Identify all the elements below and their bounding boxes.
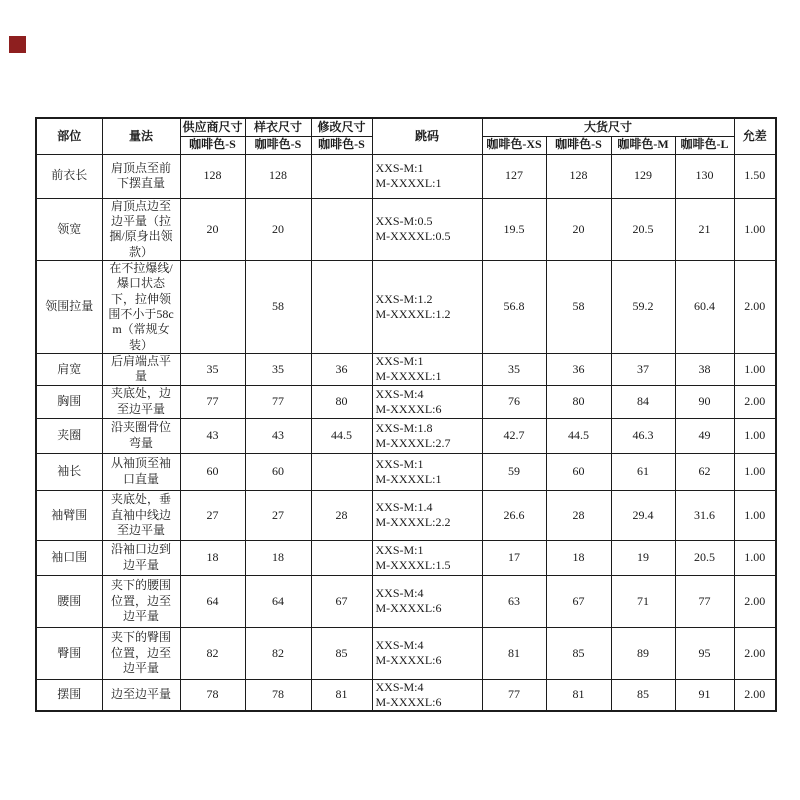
modified-size-cell: 28 (311, 490, 372, 540)
bulk-xs-cell: 127 (482, 154, 546, 198)
table-row (36, 627, 776, 679)
header-supplier-size: 供应商尺寸 (180, 118, 245, 136)
table-row (36, 154, 776, 198)
tolerance-cell: 1.00 (734, 418, 776, 453)
sample-size-cell: 27 (245, 490, 311, 540)
sample-size-cell: 60 (245, 453, 311, 490)
sample-size-cell: 43 (245, 418, 311, 453)
bulk-xs-cell: 63 (482, 575, 546, 627)
grading-line-2: M-XXXXL:1.5 (375, 557, 451, 572)
grading-cell (372, 453, 482, 490)
grading-line-2: M-XXXXL:0.5 (375, 229, 451, 244)
tolerance-cell: 1.00 (734, 354, 776, 386)
part-cell: 前衣长 (36, 154, 102, 198)
bulk-l-cell: 130 (675, 154, 734, 198)
tolerance-cell: 2.00 (734, 385, 776, 418)
part-cell: 领宽 (36, 198, 102, 260)
header-bulk-l: 咖啡色-L (675, 136, 734, 154)
method-cell: 夹下的腰围位置，边至边平量 (102, 575, 180, 627)
bulk-xs-cell: 35 (482, 354, 546, 386)
grading-line-1: XXS-M:4 (375, 386, 424, 401)
supplier-size-cell: 78 (180, 679, 245, 711)
supplier-size-cell: 64 (180, 575, 245, 627)
grading-line-2: M-XXXXL:1 (375, 471, 442, 486)
bulk-xs-cell: 76 (482, 385, 546, 418)
bulk-l-cell: 91 (675, 679, 734, 711)
supplier-size-cell: 60 (180, 453, 245, 490)
grading-line-1: XXS-M:0.5 (375, 214, 433, 229)
supplier-size-cell (180, 260, 245, 353)
method-cell: 夹底处，边至边平量 (102, 385, 180, 418)
bulk-m-cell: 46.3 (611, 418, 675, 453)
grading-cell (372, 385, 482, 418)
modified-size-cell: 36 (311, 354, 372, 386)
bulk-s-cell: 85 (546, 627, 611, 679)
grading-cell (372, 418, 482, 453)
bulk-xs-cell: 19.5 (482, 198, 546, 260)
grading-line-1: XXS-M:4 (375, 679, 424, 694)
table-header (36, 118, 776, 154)
modified-size-cell (311, 453, 372, 490)
grading-cell (372, 354, 482, 386)
grading-cell (372, 260, 482, 353)
header-tolerance: 允差 (734, 118, 776, 154)
bulk-s-cell: 128 (546, 154, 611, 198)
bulk-s-cell: 60 (546, 453, 611, 490)
header-bulk-xs: 咖啡色-XS (482, 136, 546, 154)
bulk-s-cell: 18 (546, 540, 611, 575)
supplier-size-cell: 77 (180, 385, 245, 418)
grading-cell (372, 198, 482, 260)
bulk-s-cell: 44.5 (546, 418, 611, 453)
grading-cell (372, 627, 482, 679)
table-body (36, 154, 776, 711)
supplier-size-cell: 128 (180, 154, 245, 198)
modified-size-cell (311, 154, 372, 198)
table-row (36, 260, 776, 353)
bulk-m-cell: 19 (611, 540, 675, 575)
bulk-s-cell: 67 (546, 575, 611, 627)
size-spec-table (35, 117, 777, 712)
modified-size-cell: 44.5 (311, 418, 372, 453)
bulk-l-cell: 90 (675, 385, 734, 418)
table-row (36, 540, 776, 575)
bulk-m-cell: 89 (611, 627, 675, 679)
supplier-size-cell: 43 (180, 418, 245, 453)
header-sample-color: 咖啡色-S (245, 136, 311, 154)
table-row (36, 418, 776, 453)
sample-size-cell: 78 (245, 679, 311, 711)
bulk-l-cell: 49 (675, 418, 734, 453)
sample-size-cell: 64 (245, 575, 311, 627)
bulk-l-cell: 21 (675, 198, 734, 260)
part-cell: 臀围 (36, 627, 102, 679)
grading-cell (372, 679, 482, 711)
sample-size-cell: 58 (245, 260, 311, 353)
grading-line-1: XXS-M:1.2 (375, 292, 433, 307)
method-cell: 夹底处，垂直袖中线边至边平量 (102, 490, 180, 540)
bulk-m-cell: 85 (611, 679, 675, 711)
bulk-xs-cell: 17 (482, 540, 546, 575)
supplier-size-cell: 20 (180, 198, 245, 260)
grading-line-2: M-XXXXL:1 (375, 369, 442, 384)
bulk-l-cell: 31.6 (675, 490, 734, 540)
bulk-m-cell: 37 (611, 354, 675, 386)
bulk-s-cell: 28 (546, 490, 611, 540)
grading-cell (372, 490, 482, 540)
grading-line-1: XXS-M:1.8 (375, 420, 433, 435)
part-cell: 腰围 (36, 575, 102, 627)
grading-line-1: XXS-M:4 (375, 586, 424, 601)
bulk-m-cell: 129 (611, 154, 675, 198)
supplier-size-cell: 35 (180, 354, 245, 386)
grading-cell (372, 154, 482, 198)
method-cell: 在不拉爆线/爆口状态下，拉伸领围不小于58cm（常规女装） (102, 260, 180, 353)
tolerance-cell: 2.00 (734, 260, 776, 353)
sample-size-cell: 77 (245, 385, 311, 418)
sample-size-cell: 18 (245, 540, 311, 575)
grading-line-2: M-XXXXL:1 (375, 176, 442, 190)
tolerance-cell: 2.00 (734, 679, 776, 711)
tolerance-cell: 1.00 (734, 198, 776, 260)
method-cell: 沿夹圈骨位弯量 (102, 418, 180, 453)
header-grading: 跳码 (372, 118, 482, 154)
bulk-m-cell: 71 (611, 575, 675, 627)
bulk-xs-cell: 77 (482, 679, 546, 711)
grading-line-2: M-XXXXL:6 (375, 401, 442, 416)
modified-size-cell: 81 (311, 679, 372, 711)
bulk-l-cell: 60.4 (675, 260, 734, 353)
tolerance-cell: 1.00 (734, 453, 776, 490)
tolerance-cell: 1.00 (734, 540, 776, 575)
part-cell: 摆围 (36, 679, 102, 711)
bulk-l-cell: 20.5 (675, 540, 734, 575)
grading-line-2: M-XXXXL:2.2 (375, 515, 451, 530)
bulk-xs-cell: 26.6 (482, 490, 546, 540)
method-cell: 从袖顶至袖口直量 (102, 453, 180, 490)
modified-size-cell: 67 (311, 575, 372, 627)
bulk-xs-cell: 56.8 (482, 260, 546, 353)
modified-size-cell: 80 (311, 385, 372, 418)
part-cell: 肩宽 (36, 354, 102, 386)
table-row (36, 453, 776, 490)
grading-line-1: XXS-M:1 (375, 161, 424, 175)
table-row (36, 679, 776, 711)
header-bulk-s: 咖啡色-S (546, 136, 611, 154)
grading-line-2: M-XXXXL:1.2 (375, 307, 451, 322)
table-row (36, 198, 776, 260)
header-bulk-m: 咖啡色-M (611, 136, 675, 154)
header-bulk-size: 大货尺寸 (482, 118, 734, 136)
bulk-m-cell: 84 (611, 385, 675, 418)
grading-line-1: XXS-M:1.4 (375, 500, 433, 515)
grading-line-2: M-XXXXL:6 (375, 694, 442, 709)
supplier-size-cell: 27 (180, 490, 245, 540)
supplier-size-cell: 82 (180, 627, 245, 679)
sample-size-cell: 35 (245, 354, 311, 386)
tolerance-cell: 2.00 (734, 575, 776, 627)
bulk-m-cell: 29.4 (611, 490, 675, 540)
table-row (36, 354, 776, 386)
header-modified-size: 修改尺寸 (311, 118, 372, 136)
part-cell: 领围拉量 (36, 260, 102, 353)
part-cell: 胸围 (36, 385, 102, 418)
sample-size-cell: 20 (245, 198, 311, 260)
grading-line-1: XXS-M:1 (375, 456, 424, 471)
table-row (36, 490, 776, 540)
bulk-l-cell: 38 (675, 354, 734, 386)
method-cell: 边至边平量 (102, 679, 180, 711)
bulk-l-cell: 77 (675, 575, 734, 627)
supplier-size-cell: 18 (180, 540, 245, 575)
sample-size-cell: 128 (245, 154, 311, 198)
header-supplier-color: 咖啡色-S (180, 136, 245, 154)
part-cell: 袖臂围 (36, 490, 102, 540)
bulk-m-cell: 59.2 (611, 260, 675, 353)
method-cell: 沿袖口边到边平量 (102, 540, 180, 575)
bulk-s-cell: 20 (546, 198, 611, 260)
method-cell: 夹下的臀围位置，边至边平量 (102, 627, 180, 679)
grading-line-1: XXS-M:4 (375, 638, 424, 653)
header-modified-color: 咖啡色-S (311, 136, 372, 154)
bulk-m-cell: 20.5 (611, 198, 675, 260)
grading-line-1: XXS-M:1 (375, 354, 424, 369)
header-part: 部位 (36, 118, 102, 154)
bulk-s-cell: 81 (546, 679, 611, 711)
method-cell: 肩顶点至前下摆直量 (102, 154, 180, 198)
bulk-xs-cell: 81 (482, 627, 546, 679)
tolerance-cell: 1.00 (734, 490, 776, 540)
modified-size-cell (311, 198, 372, 260)
coffee-color-swatch (9, 36, 26, 53)
bulk-xs-cell: 59 (482, 453, 546, 490)
method-cell: 肩顶点边至边平量（拉捆/原身出领款） (102, 198, 180, 260)
header-method: 量法 (102, 118, 180, 154)
bulk-l-cell: 95 (675, 627, 734, 679)
bulk-s-cell: 58 (546, 260, 611, 353)
grading-cell (372, 540, 482, 575)
bulk-s-cell: 80 (546, 385, 611, 418)
modified-size-cell: 85 (311, 627, 372, 679)
bulk-l-cell: 62 (675, 453, 734, 490)
grading-line-2: M-XXXXL:6 (375, 653, 442, 668)
grading-cell (372, 575, 482, 627)
bulk-xs-cell: 42.7 (482, 418, 546, 453)
modified-size-cell (311, 260, 372, 353)
tolerance-cell: 2.00 (734, 627, 776, 679)
tolerance-cell: 1.50 (734, 154, 776, 198)
grading-line-2: M-XXXXL:2.7 (375, 435, 451, 450)
modified-size-cell (311, 540, 372, 575)
part-cell: 夹圈 (36, 418, 102, 453)
header-sample-size: 样衣尺寸 (245, 118, 311, 136)
grading-line-2: M-XXXXL:6 (375, 601, 442, 616)
table-row (36, 385, 776, 418)
part-cell: 袖口围 (36, 540, 102, 575)
grading-line-1: XXS-M:1 (375, 542, 424, 557)
bulk-m-cell: 61 (611, 453, 675, 490)
sample-size-cell: 82 (245, 627, 311, 679)
table-row (36, 575, 776, 627)
part-cell: 袖长 (36, 453, 102, 490)
method-cell: 后肩端点平量 (102, 354, 180, 386)
bulk-s-cell: 36 (546, 354, 611, 386)
